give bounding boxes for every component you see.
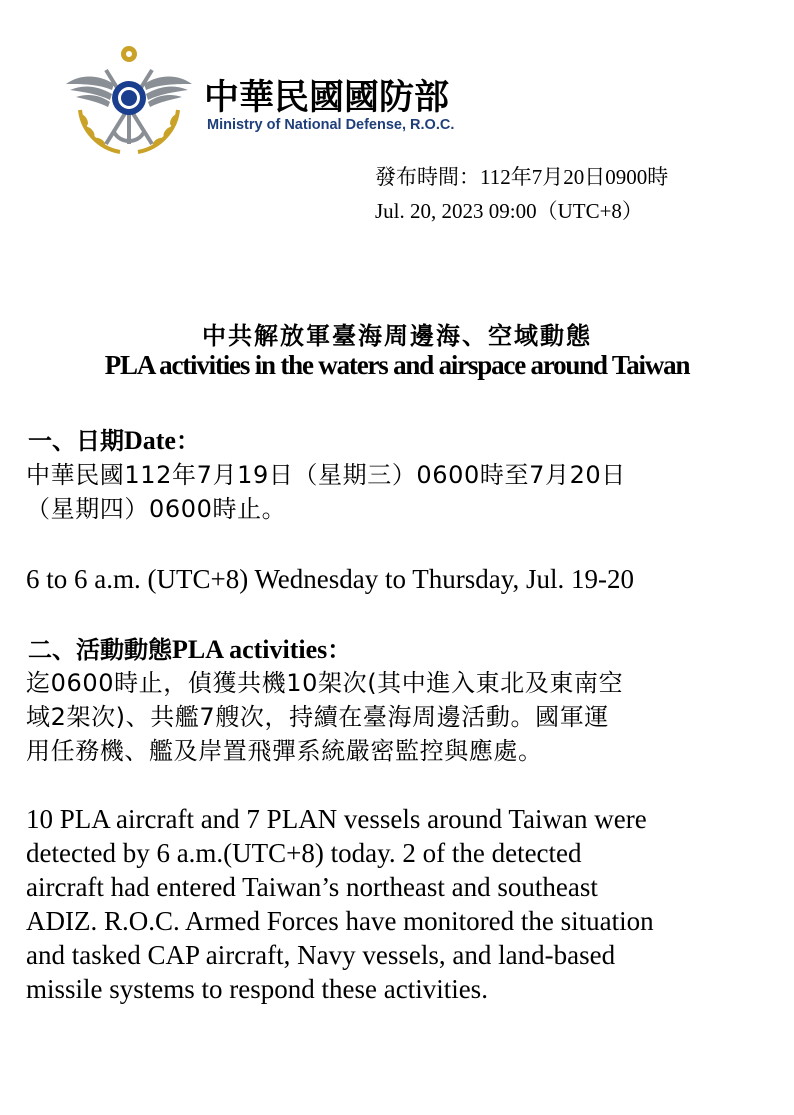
section-date-body-en: 6 to 6 a.m. (UTC+8) Wednesday to Thursday, Jul. 19-20: [26, 564, 634, 594]
section-activities-body-en: [26, 802, 776, 1006]
section-activities-body-en-line4: ADIZ. R.O.C. Armed Forces have monitored the situation: [26, 906, 654, 936]
release-time: [375, 160, 668, 228]
section-date-body-cn: [26, 458, 774, 526]
section-date-body-cn-line1: 中華民國112年7月19日（星期三）0600時至7月20日: [26, 461, 626, 489]
section-activities-heading: [28, 630, 351, 665]
ministry-name-cn: 中華民國國防部: [204, 78, 450, 118]
section-activities-body-en-line6: missile systems to respond these activities.: [26, 974, 488, 1004]
document-title-en: PLA activities in the waters and airspace around Taiwan: [104, 350, 690, 380]
section-date-heading-en: Date: [124, 426, 176, 455]
section-date-heading-colon: ：: [175, 427, 200, 455]
section-activities-body-en-line1: 10 PLA aircraft and 7 PLAN vessels around Taiwan were: [26, 804, 647, 834]
section-activities-body-cn-line2: 域2架次)、共艦7艘次，持續在臺海周邊活動。國軍運: [26, 703, 609, 731]
section-activities-body-cn: [26, 666, 774, 768]
ministry-name-en: Ministry of National Defense, R.O.C.: [207, 117, 455, 133]
document-title-cn: 中共解放軍臺海周邊海、空域動態: [202, 322, 592, 350]
mnd-emblem-icon: [58, 40, 200, 158]
section-activities-body-cn-line1: 迄0600時止，偵獲共機10架次(其中進入東北及東南空: [26, 669, 624, 697]
release-time-cn: 發布時間：112年7月20日0900時: [375, 165, 669, 189]
section-date-heading: [28, 421, 200, 456]
section-activities-heading-cn: 二、活動動態: [28, 636, 172, 664]
section-activities-heading-en: PLA activities: [172, 635, 328, 664]
section-activities-body-en-line5: and tasked CAP aircraft, Navy vessels, and land-based: [26, 940, 616, 970]
section-date-body-cn-line2: （星期四）0600時止。: [26, 495, 287, 523]
release-time-en: Jul. 20, 2023 09:00（UTC+8）: [375, 199, 643, 223]
section-activities-body-cn-line3: 用任務機、艦及岸置飛彈系統嚴密監控與應處。: [26, 737, 543, 765]
section-activities-body-en-line2: detected by 6 a.m.(UTC+8) today. 2 of the detected: [26, 838, 582, 868]
section-date-heading-cn: 一、日期: [28, 427, 124, 455]
section-activities-body-en-line3: aircraft had entered Taiwan’s northeast and southeast: [26, 872, 598, 902]
section-activities-heading-colon: ：: [327, 636, 352, 664]
